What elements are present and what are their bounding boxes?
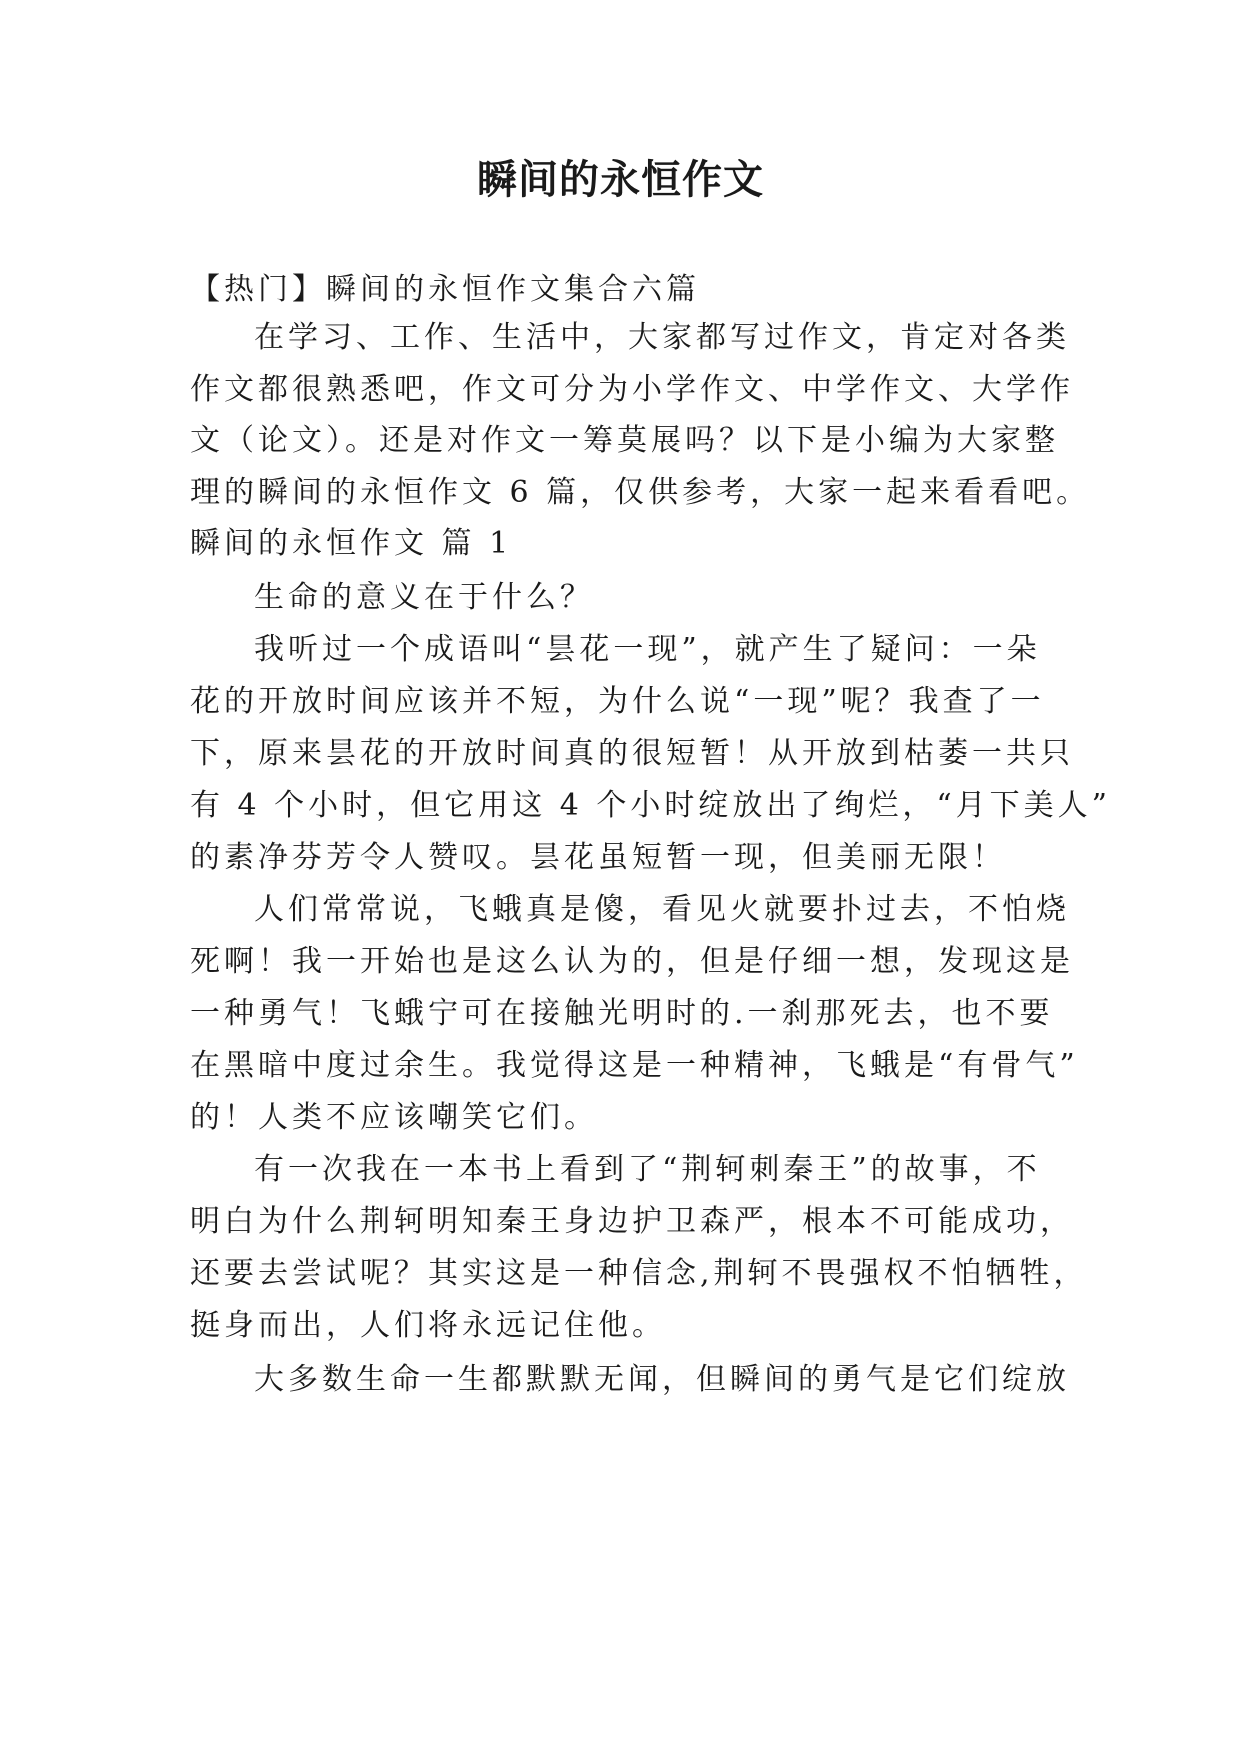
paragraph-line: 作文都很熟悉吧，作文可分为小学作文、中学作文、大学作: [190, 372, 1074, 407]
paragraph-line: 还要去尝试呢？其实这是一种信念,荆轲不畏强权不怕牺牲，: [190, 1256, 1088, 1291]
paragraph-line: 花的开放时间应该并不短，为什么说“一现”呢？我查了一: [190, 684, 1045, 719]
paragraph-line: 我听过一个成语叫“昙花一现”，就产生了疑问：一朵: [254, 632, 1041, 667]
paragraph-line: 在黑暗中度过余生。我觉得这是一种精神，飞蛾是“有骨气”: [190, 1048, 1079, 1083]
paragraph-line: 死啊！我一开始也是这么认为的，但是仔细一想，发现这是: [190, 944, 1074, 979]
paragraph-line: 的素净芬芳令人赞叹。昙花虽短暂一现，但美丽无限！: [190, 840, 1006, 875]
paragraph-line: 大多数生命一生都默默无闻，但瞬间的勇气是它们绽放: [254, 1362, 1070, 1397]
section-heading: 瞬间的永恒作文 篇 1: [190, 526, 513, 561]
paragraph-line: 文（论文）。还是对作文一筹莫展吗？以下是小编为大家整: [190, 423, 1059, 458]
document-title: 瞬间的永恒作文: [477, 156, 764, 203]
paragraph-line: 的！人类不应该嘲笑它们。: [190, 1100, 598, 1135]
paragraph-line: 人们常常说，飞蛾真是傻，看见火就要扑过去，不怕烧: [254, 892, 1070, 927]
paragraph-line: 一种勇气！飞蛾宁可在接触光明时的.一刹那死去，也不要: [190, 996, 1054, 1031]
intro-heading: 【热门】瞬间的永恒作文集合六篇: [190, 272, 700, 307]
paragraph-line: 有 4 个小时，但它用这 4 个小时绽放出了绚烂，“月下美人”: [190, 788, 1111, 823]
paragraph-line: 在学习、工作、生活中，大家都写过作文，肯定对各类: [254, 320, 1070, 355]
paragraph-line: 下，原来昙花的开放时间真的很短暂！从开放到枯萎一共只: [190, 736, 1074, 771]
paragraph-line: 挺身而出，人们将永远记住他。: [190, 1308, 666, 1343]
paragraph-line: 理的瞬间的永恒作文 6 篇，仅供参考，大家一起来看看吧。: [190, 475, 1091, 510]
paragraph-line: 明白为什么荆轲明知秦王身边护卫森严，根本不可能成功，: [190, 1204, 1074, 1239]
paragraph-line: 生命的意义在于什么？: [254, 580, 594, 615]
paragraph-line: 有一次我在一本书上看到了“荆轲刺秦王”的故事，不: [254, 1152, 1041, 1187]
